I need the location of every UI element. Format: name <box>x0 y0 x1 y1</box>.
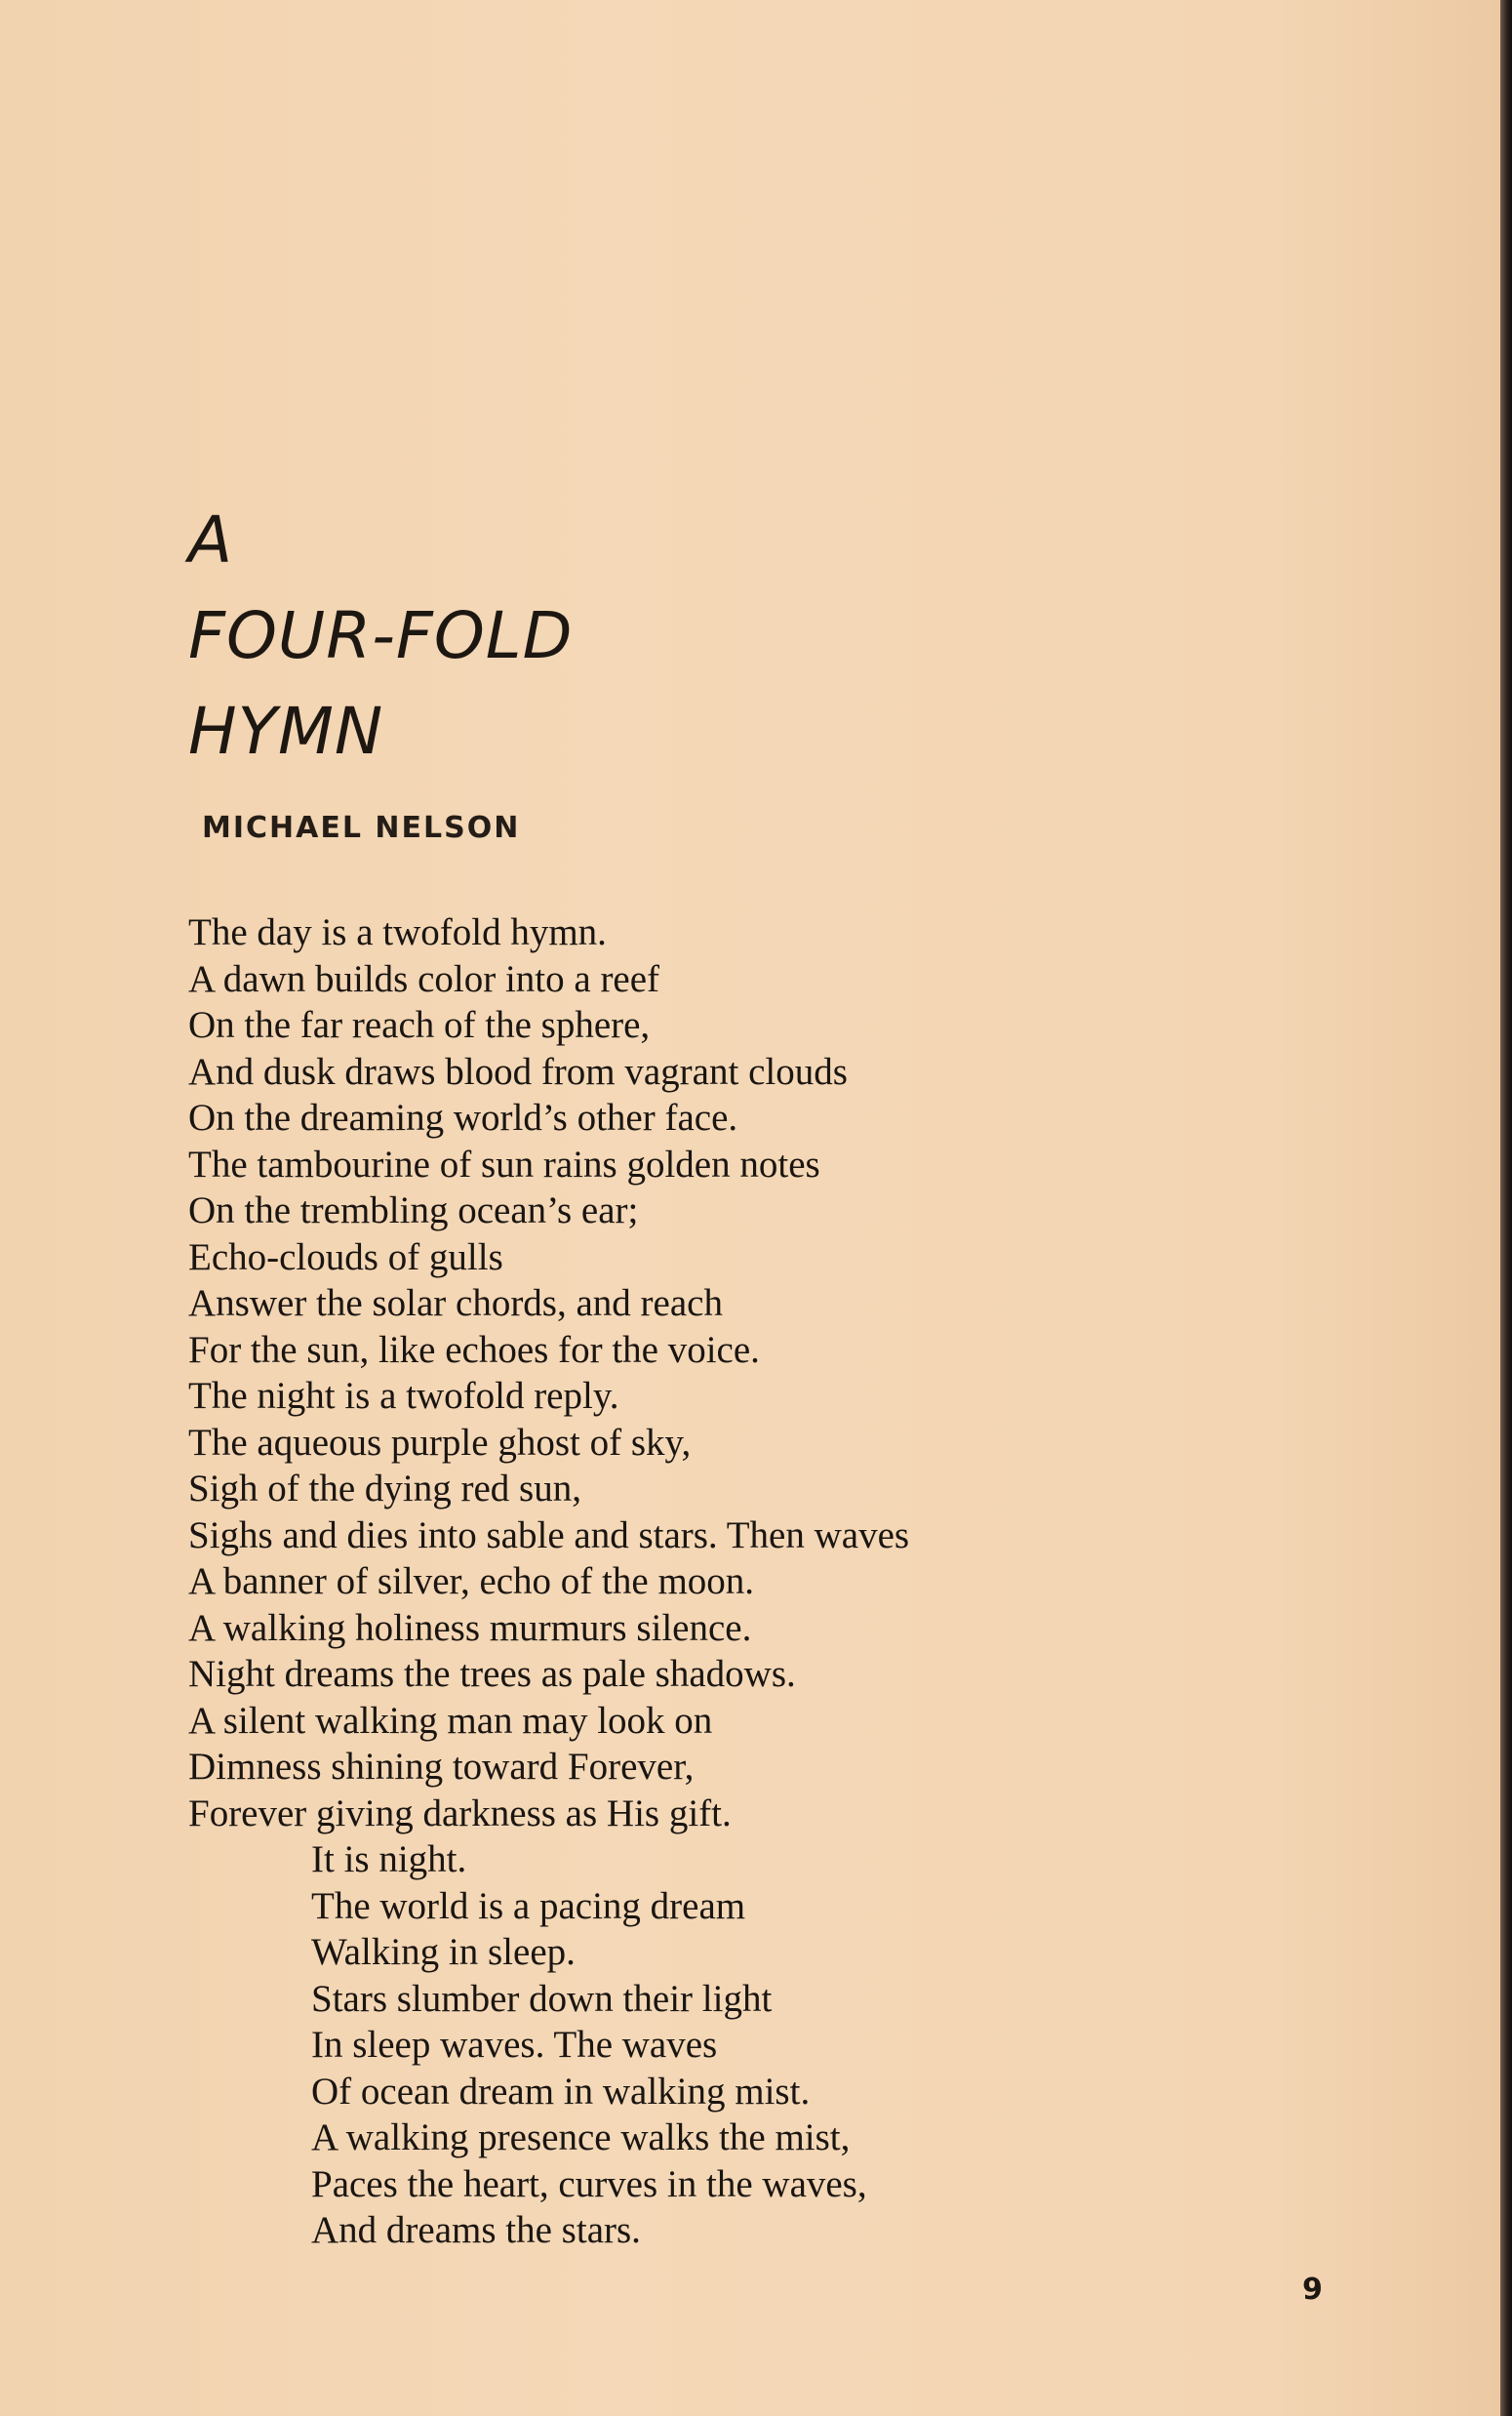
page-number: 9 <box>1302 2273 1323 2307</box>
spine-edge <box>1500 0 1512 2416</box>
poem-line-indented: It is night. <box>311 1838 467 1880</box>
poem-line: Forever giving darkness as His gift. <box>188 1792 732 1834</box>
poem-line-indented: A walking presence walks the mist, <box>311 2116 851 2158</box>
poem-line: A walking holiness murmurs silence. <box>188 1606 752 1649</box>
poem-line: A silent walking man may look on <box>188 1699 713 1742</box>
poem-line: The night is a twofold reply. <box>188 1375 619 1417</box>
poem-title <box>188 493 573 780</box>
poem-line: Sighs and dies into sable and stars. Then waves <box>188 1513 910 1556</box>
author-name: MICHAEL NELSON <box>202 811 521 845</box>
title-line-3: HYMN <box>188 694 384 769</box>
poem-line-indented: Stars slumber down their light <box>311 1977 773 2020</box>
poem-line-indented: Paces the heart, curves in the waves, <box>311 2162 867 2205</box>
poem-line: On the dreaming world’s other face. <box>188 1097 738 1139</box>
poem-line: On the trembling ocean’s ear; <box>188 1189 639 1231</box>
poem-line: Dimness shining toward Forever, <box>188 1746 695 1788</box>
poem-line: The tambourine of sun rains golden notes <box>188 1143 820 1186</box>
poem-line: The aqueous purple ghost of sky, <box>188 1421 692 1464</box>
title-line-2: FOUR-FOLD <box>188 598 574 673</box>
poem-line-indented: In sleep waves. The waves <box>311 2024 718 2066</box>
poem-line-indented: And dreams the stars. <box>311 2209 641 2251</box>
poem-line: A banner of silver, echo of the moon. <box>188 1560 755 1602</box>
poem-line: The day is a twofold hymn. <box>188 911 607 953</box>
poem-line: Sigh of the dying red sun, <box>188 1468 581 1510</box>
poem-line: Echo-clouds of gulls <box>188 1235 503 1278</box>
poem-line: A dawn builds color into a reef <box>188 957 660 1000</box>
poem-line: Answer the solar chords, and reach <box>188 1282 723 1324</box>
poem-line: Night dreams the trees as pale shadows. <box>188 1653 796 1695</box>
poem-line-indented: Of ocean dream in walking mist. <box>311 2070 811 2113</box>
poem-line: And dusk draws blood from vagrant clouds <box>188 1050 848 1093</box>
poem-line-indented: Walking in sleep. <box>311 1931 576 1973</box>
poem-line: On the far reach of the sphere, <box>188 1004 651 1046</box>
title-line-1: A <box>188 503 234 578</box>
poem-line: For the sun, like echoes for the voice. <box>188 1328 760 1371</box>
poem-line-indented: The world is a pacing dream <box>311 1884 746 1927</box>
poem-body <box>188 909 909 2254</box>
